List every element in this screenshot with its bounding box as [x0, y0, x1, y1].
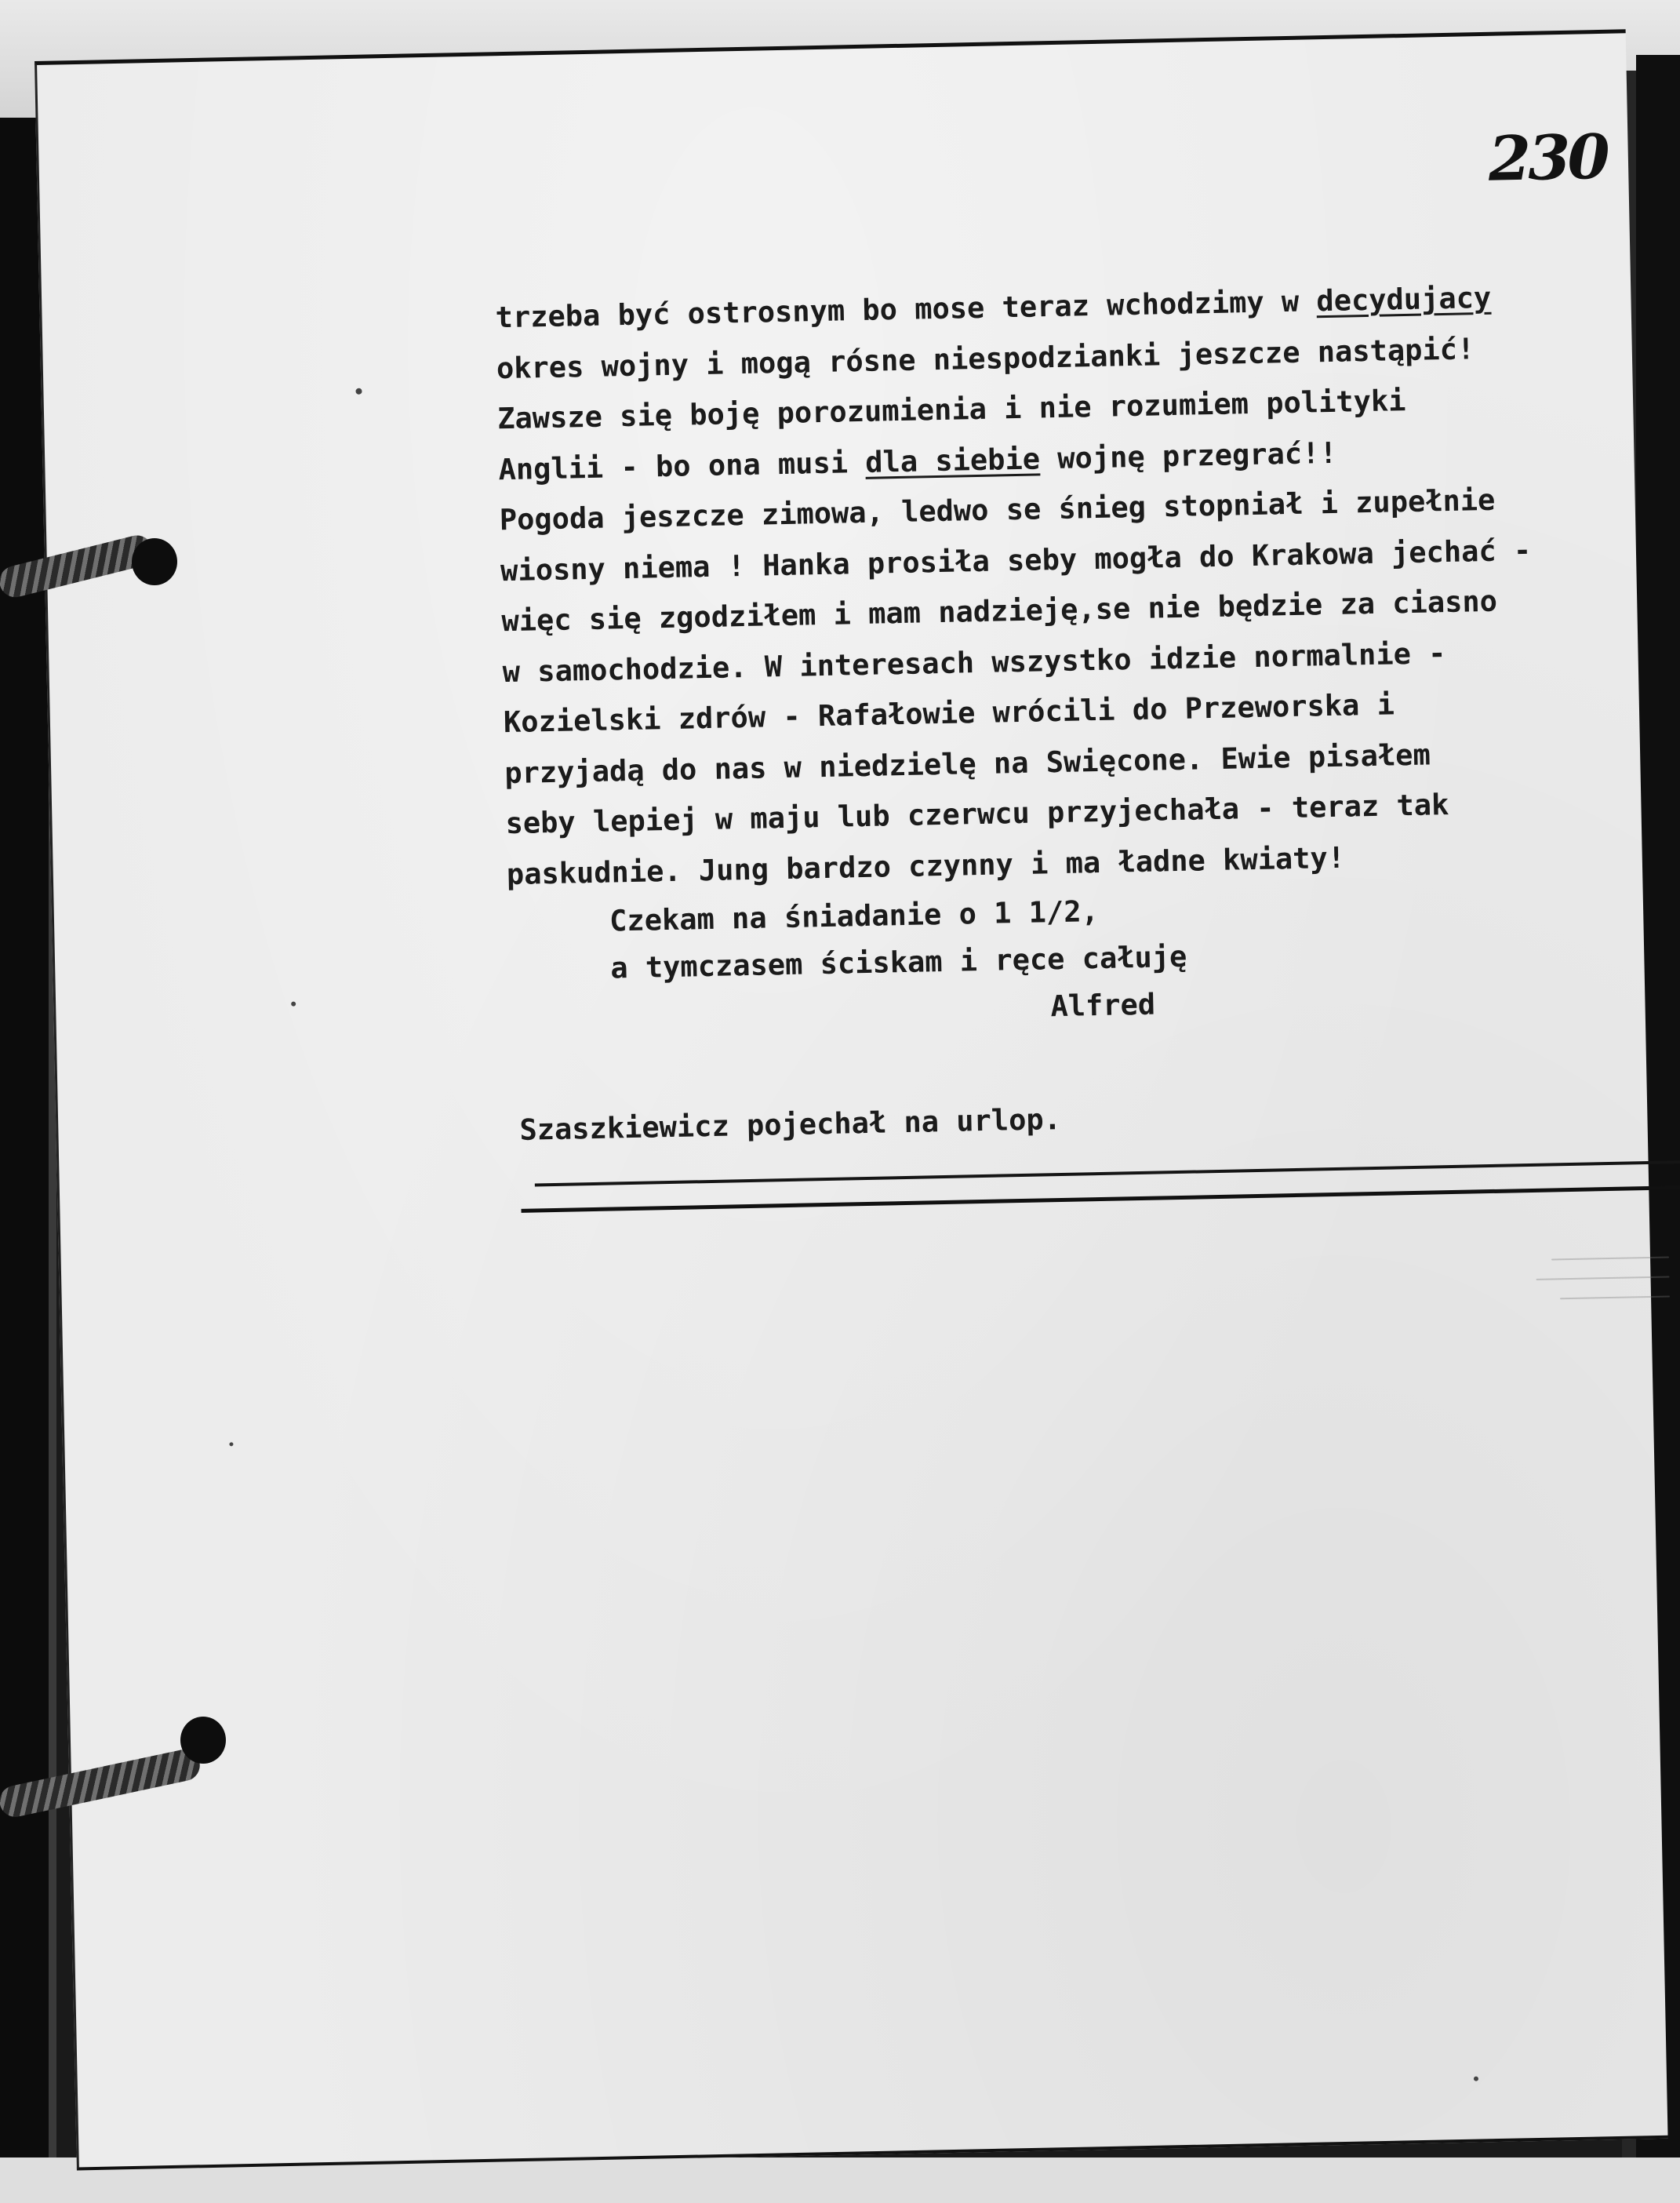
letter-line-2: okres wojny i mogą rósne niespodzianki jeszcze nastąpić!: [496, 331, 1475, 385]
paper-crease: [1536, 1276, 1670, 1280]
letter-body: [495, 270, 1655, 1041]
paper-speck: [355, 388, 362, 395]
separator-rule-lower: [521, 1185, 1680, 1213]
binding-cord-knot-upper: [132, 538, 177, 585]
letter-line-4: Anglii - bo ona musi dla siebie wojnę przegrać!!: [498, 435, 1338, 486]
letter-line-8: w samochodzie. W interesach wszystko idzie normalnie -: [502, 635, 1446, 689]
paper-speck: [1474, 2077, 1478, 2081]
letter-line-12: paskudnie. Jung bardzo czynny i ma ładne kwiaty!: [506, 840, 1346, 891]
letter-closing: [507, 877, 1655, 1041]
letter-line-6: wiosny niema ! Hanka prosiła seby mogła do Krakowa jechać -: [500, 533, 1532, 588]
underlined-phrase-dla-siebie: dla siebie: [864, 441, 1041, 479]
paper-speck: [291, 1002, 296, 1007]
closing-line-2: a tymczasem ściskam i ręce całuję: [609, 939, 1187, 985]
letter-line-3: Zawsze się boję porozumienia i nie rozumiem polityki: [496, 384, 1406, 436]
signature: Alfred: [1050, 987, 1156, 1024]
page-number: 230: [1487, 121, 1608, 195]
separator-rule-upper: [535, 1160, 1680, 1187]
typewritten-letter-page: [35, 29, 1668, 2170]
letter-line-1: trzeba być ostrosnym bo mose teraz wchodzimy w decydujacy: [495, 280, 1492, 335]
letter-line-11: seby lepiej w maju lub czerwcu przyjechała - teraz tak: [505, 788, 1449, 841]
letter-line-7: więc się zgodziłem i mam nadzieję,se nie będzie za ciasno: [501, 584, 1498, 639]
closing-line-1: Czekam na śniadanie o 1 1/2,: [609, 894, 1100, 938]
letter-line-5: Pogoda jeszcze zimowa, ledwo se śnieg stopniał i zupełnie: [499, 482, 1496, 537]
underlined-word-decydujacy: decydujacy: [1316, 280, 1492, 319]
paper-speck: [229, 1442, 233, 1446]
postscript: Szaszkiewicz pojechał na urlop.: [519, 1102, 1062, 1147]
letter-line-9: Kozielski zdrów - Rafałowie wrócili do Przeworska i: [503, 687, 1395, 740]
binding-cord-knot-lower: [180, 1717, 226, 1764]
letter-line-10: przyjadą do nas w niedzielę na Swięcone. Ewie pisałem: [504, 737, 1431, 790]
